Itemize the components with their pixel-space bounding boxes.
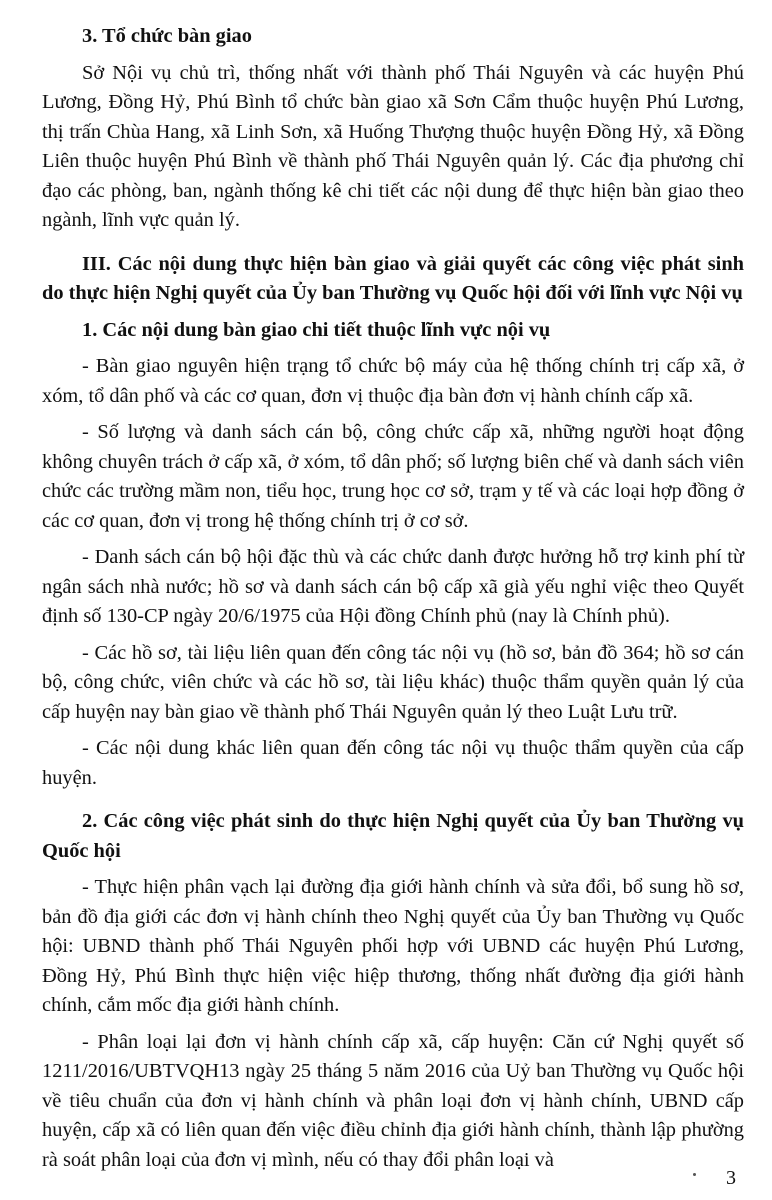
page-number: 3 xyxy=(726,1167,736,1189)
part-3-title: III. Các nội dung thực hiện bàn giao và giải quyết các công việc phát sinh do thực hiện Nghị quyết của Ủy ban Thường vụ Quốc hội đối với lĩnh vực Nội vụ xyxy=(42,252,744,304)
subsection-1-item: - Danh sách cán bộ hội đặc thù và các chức danh được hưởng hỗ trợ kinh phí từ ngân sách nhà nước; hồ sơ và danh sách cán bộ cấp xã già yếu nghỉ việc theo Quyết định số 130-CP ngày 20/6/1975 của Hội đồng Chính phủ (nay là Chính phủ). xyxy=(42,546,744,627)
subsection-1-item: - Bàn giao nguyên hiện trạng tổ chức bộ máy của hệ thống chính trị cấp xã, ở xóm, tổ dân phố và các cơ quan, đơn vị thuộc địa bàn đơn vị hành chính cấp xã. xyxy=(42,355,744,407)
subsection-1-item: - Các nội dung khác liên quan đến công tác nội vụ thuộc thẩm quyền của cấp huyện. xyxy=(42,737,744,789)
subsection-1-item: - Các hồ sơ, tài liệu liên quan đến công tác nội vụ (hồ sơ, bản đồ 364; hồ sơ cán bộ, công chức, viên chức và các hồ sơ, tài liệu khác) thuộc thẩm quyền quản lý của cấp huyện nay bàn giao về thành phố Thái Nguyên quản lý theo Luật Lưu trữ. xyxy=(42,641,744,723)
subsection-1-item: - Số lượng và danh sách cán bộ, công chức cấp xã, những người hoạt động không chuyên trách ở cấp xã, ở xóm, tổ dân phố; số lượng biên chế và danh sách viên chức các trường mầm non, tiểu học, trung học cơ sở, trạm y tế và các loại hợp đồng ở các cơ quan, đơn vị trong hệ thống chính trị ở cơ sở. xyxy=(42,421,744,532)
subsection-1-title: 1. Các nội dung bàn giao chi tiết thuộc lĩnh vực nội vụ xyxy=(82,318,551,341)
section-3-body: Sở Nội vụ chủ trì, thống nhất với thành phố Thái Nguyên và các huyện Phú Lương, Đồng Hỷ, Phú Bình tổ chức bàn giao xã Sơn Cẩm thuộc huyện Phú Lương, thị trấn Chùa Hang, xã Linh Sơn, xã Huống Thượng thuộc huyện Đồng Hỷ, xã Đồng Liên thuộc huyện Phú Bình về thành phố Thái Nguyên quản lý. Các địa phương chỉ đạo các phòng, ban, ngành thống kê chi tiết các nội dung để thực hiện bàn giao theo ngành, lĩnh vực quản lý. xyxy=(42,61,744,231)
subsection-2-item: - Thực hiện phân vạch lại đường địa giới hành chính và sửa đổi, bổ sung hồ sơ, bản đồ địa giới các đơn vị hành chính theo Nghị quyết của Ủy ban Thường vụ Quốc hội: UBND thành phố Thái Nguyên phối hợp với UBND các huyện Phú Lương, Đồng Hỷ, Phú Bình thực hiện việc hiệp thương, thống nhất đường địa giới hành chính, cắm mốc địa giới hành chính. xyxy=(42,876,744,1016)
subsection-2-title: 2. Các công việc phát sinh do thực hiện Nghị quyết của Ủy ban Thường vụ Quốc hội xyxy=(42,810,744,862)
subsection-2-item: - Phân loại lại đơn vị hành chính cấp xã, cấp huyện: Căn cứ Nghị quyết số 1211/2016/UBTVQH13 ngày 25 tháng 5 năm 2016 của Uỷ ban Thường vụ Quốc hội về tiêu chuẩn của đơn vị hành chính và phân loại đơn vị hành chính, UBND cấp huyện, cấp xã có liên quan đến việc điều chỉnh địa giới hành chính, thành lập phường rà soát phân loại của đơn vị mình, nếu có thay đổi phân loại và xyxy=(42,1030,744,1171)
section-3-title: 3. Tổ chức bàn giao xyxy=(82,25,252,47)
scan-dot xyxy=(693,1173,696,1176)
